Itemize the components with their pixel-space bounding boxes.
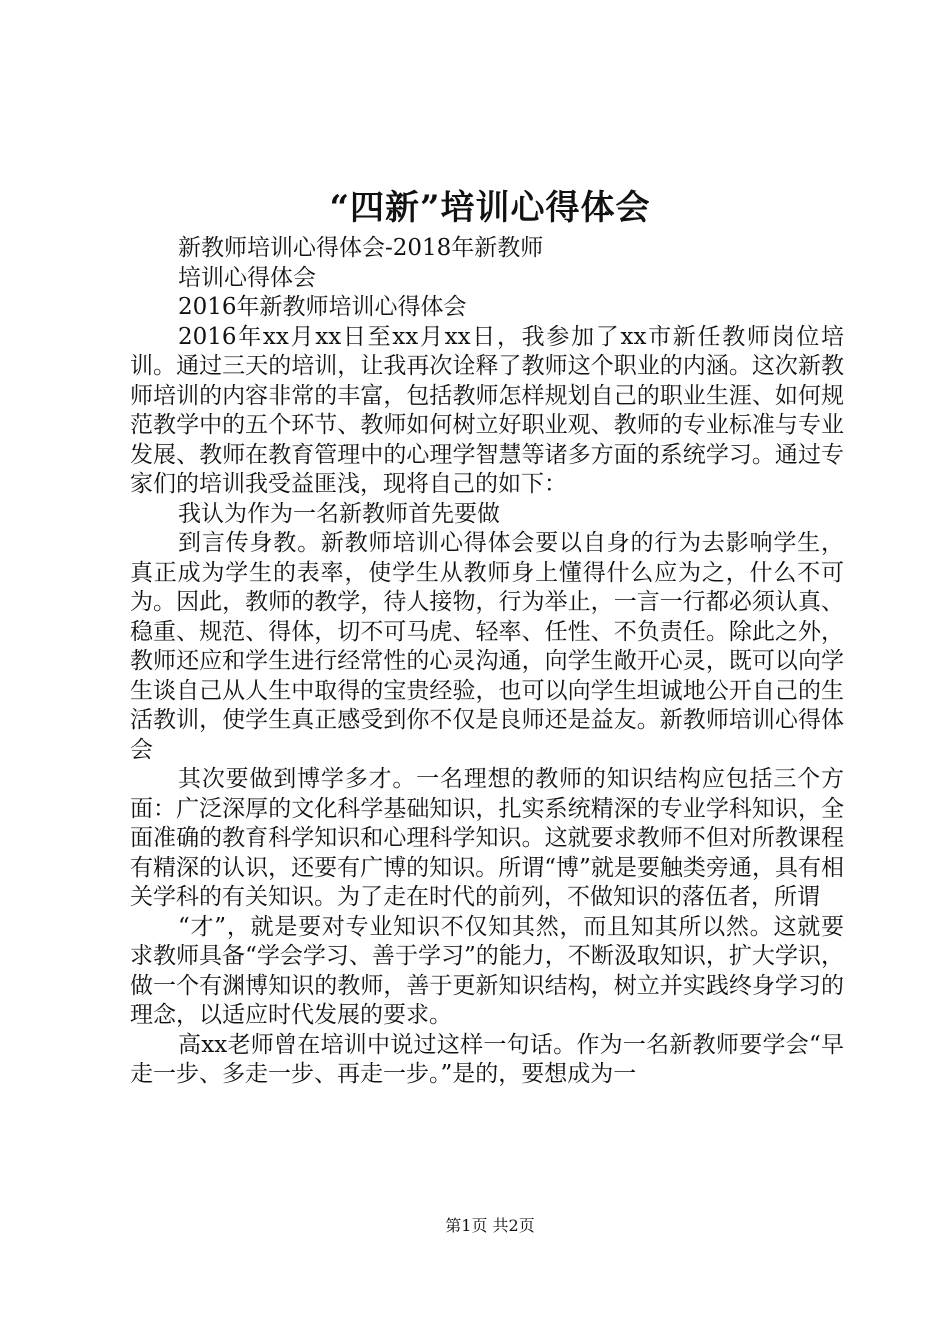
document-body [130, 234, 844, 1090]
paragraph: “才”，就是要对专业知识不仅知其然，而且知其所以然。这就要求教师具备“学会学习、善于学习”的能力，不断汲取知识，扩大学识，做一个有渊博知识的教师，善于更新知识结构，树立并实践终身学习的理念，以适应时代发展的要求。 [130, 913, 844, 1028]
paragraph: 新教师培训心得体会-2018年新教师 [178, 235, 544, 261]
paragraph: 我认为作为一名新教师首先要做 [178, 500, 500, 527]
paragraph: 2016年新教师培训心得体会 [178, 294, 467, 320]
paragraph: 2016年xx月xx日至xx月xx日，我参加了xx市新任教师岗位培训。通过三天的培训，让我再次诠释了教师这个职业的内涵。这次新教师培训的内容非常的丰富，包括教师怎样规划自己的职业生涯、如何规范教学中的五个环节、教师如何树立好职业观、教师的专业标准与专业发展、教师在教育管理中的心理学智慧等诸多方面的系统学习。通过专家们的培训我受益匪浅，现将自己的如下： [130, 323, 844, 497]
paragraph: 到言传身教。新教师培训心得体会要以自身的行为去影响学生，真正成为学生的表率，使学生从教师身上懂得什么应为之，什么不可为。因此，教师的教学，待人接物，行为举止，一言一行都必须认真、稳重、规范、得体，切不可马虎、轻率、任性、不负责任。除此之外，教师还应和学生进行经常性的心灵沟通，向学生敞开心灵，既可以向学生谈自己从人生中取得的宝贵经验，也可以向学生坦诚地公开自己的生活教训，使学生真正感受到你不仅是良师还是益友。新教师培训心得体会 [130, 530, 844, 763]
paragraph: 其次要做到博学多才。一名理想的教师的知识结构应包括三个方面：广泛深厚的文化科学基础知识，扎实系统精深的专业学科知识，全面准确的教育科学知识和心理科学知识。这就要求教师不但对所教课程有精深的认识，还要有广博的知识。所谓“博”就是要触类旁通，具有相关学科的有关知识。为了走在时代的前列，不做知识的落伍者，所谓 [130, 766, 844, 910]
paragraph: 培训心得体会 [178, 264, 316, 291]
document-title: “四新”培训心得体会 [329, 188, 651, 228]
page-indicator: 第1页 共2页 [445, 1216, 535, 1235]
paragraph: 高xx老师曾在培训中说过这样一句话。作为一名新教师要学会“早走一步、多走一步、再走一步。”是的，要想成为一 [130, 1031, 844, 1087]
